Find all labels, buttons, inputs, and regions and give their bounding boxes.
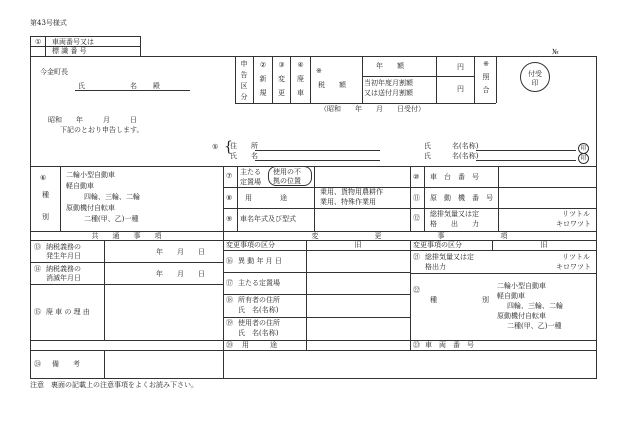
received-stamp-label: 付受 印 (528, 70, 542, 87)
seal-2: 印 (578, 153, 589, 164)
type-option: 二種(甲、乙)一種 (84, 215, 139, 223)
mayor-name: 氏 名 殿 (78, 82, 160, 90)
main-storage-num: ⑰ (226, 279, 233, 287)
applicant-num: ⑤ (212, 143, 219, 151)
scrap-reason-num: ⑮ (34, 308, 41, 316)
remarks-num: ㉔ (34, 360, 41, 368)
vehicle-no-label: 車両番号又は (52, 38, 94, 46)
footer-note: 注意 裏面の記載上の注意事項をよくお読み下さい。 (30, 381, 198, 389)
yen-2: 円 (457, 85, 464, 93)
common-items-header: 共 通 事 項 (91, 232, 162, 240)
declaration-date: 昭和 年 月 日 (48, 116, 137, 124)
type-label-2: 別 (42, 213, 49, 221)
tax-start-label-2: 発生年月日 (46, 252, 81, 260)
tax-start-label-1: 納税義務の (46, 243, 81, 251)
tax-end-num: ⑭ (34, 265, 41, 273)
use-change-label: 用 途 (242, 341, 277, 349)
declaration-text: 下記のとおり申告します。 (60, 126, 144, 134)
type-change-label-2: 別 (482, 296, 489, 304)
unit-liter: リツトル (562, 210, 590, 218)
user-name-field-label: 氏 名(名称) (238, 329, 279, 337)
displacement-change-num: ㉑ (413, 253, 420, 261)
form-number: 第43号様式 (30, 19, 67, 27)
scrap-reason-label: 廃 車 の 理 由 (46, 308, 90, 316)
vehicle-no-label-2: 標 識 番 号 (52, 47, 87, 55)
old-header-left: 旧 (354, 241, 362, 249)
type-change-label-1: 種 (430, 296, 437, 304)
use-change-num: ⑳ (226, 341, 233, 349)
receipt-date: （昭和 年 月 日受付） (320, 105, 425, 113)
tax-end-label-2: 消滅年月日 (46, 274, 81, 282)
seal-1: 印 (578, 143, 589, 154)
displacement-change-label-1: 総排気量又は定 (425, 253, 474, 261)
type-option: 四輪、三輪、二輪 (84, 193, 140, 201)
tax-start-date: 年 月 日 (156, 248, 205, 256)
type-change-option: 二種(甲、乙)一種 (507, 322, 562, 330)
use-option-1: 乗用、貨物用農耕作 (320, 188, 383, 196)
owner-name-field-label: 氏 名(名称) (238, 306, 279, 314)
type-option: 二輪小型自動車 (66, 171, 115, 179)
yen-1: 円 (457, 63, 464, 71)
user-addr-num: ⑲ (226, 319, 233, 327)
remarks-label: 備 考 (52, 360, 80, 368)
displacement-label-2: 格 出 力 (430, 220, 479, 228)
tax-start-num: ⑬ (34, 243, 41, 251)
applicant-bracket: { (224, 139, 233, 155)
applicant-name-label: 氏 名 (230, 152, 258, 160)
tax-label: 税 額 (318, 81, 346, 89)
type-num: ⑥ (40, 174, 47, 182)
storage-label-2: 定置場 (240, 178, 261, 186)
displacement-num: ⑫ (413, 214, 420, 222)
model-label: 車名年式及び型式 (240, 215, 296, 223)
tax-asterisk: ※ (316, 67, 322, 75)
main-storage-label: 主たる定置場 (238, 279, 280, 287)
type-label-1: 種 (42, 191, 49, 199)
use-label: 用 途 (245, 194, 287, 202)
displacement-change-label-2: 格出力 (425, 263, 446, 271)
displacement-label-1: 総排気量又は定 (430, 210, 479, 218)
unit-kilowatt: キロワツト (556, 220, 591, 228)
old-header-right: 旧 (540, 241, 548, 249)
owner-name-label: 氏 名(名称) (424, 142, 479, 150)
type-change-option: 軽自動車 (497, 292, 525, 300)
number-label: № (552, 48, 559, 56)
storage-position-1: 使用の不 (273, 168, 301, 176)
change-type-header-right: 変更事項の区分 (413, 241, 462, 249)
model-num: ⑨ (226, 215, 233, 223)
vehicle-no-change-num: ㉓ (413, 341, 420, 349)
storage-label: 主たる (240, 168, 261, 176)
tax-end-label-1: 納税義務の (46, 265, 81, 273)
change-items-header: 変 更 事 項 (311, 232, 508, 240)
type-option: 原動機付自転車 (66, 204, 115, 212)
unit-liter-2: リツトル (562, 253, 590, 261)
new-registration-cell[interactable]: ② 新 規 (259, 61, 267, 97)
move-date-label: 異 動 年 月 日 (238, 257, 282, 265)
user-name-label: 氏 名(名称) (424, 152, 479, 160)
tax-end-date: 年 月 日 (156, 270, 205, 278)
type-change-option: 原動機付自転車 (497, 312, 546, 320)
addressee: 今金町長 (40, 68, 68, 76)
type-change-option: 四輪、三輪、二輪 (507, 302, 563, 310)
change-cell[interactable]: ③ 変 更 (278, 61, 285, 97)
type-option: 軽自動車 (66, 182, 94, 190)
scrap-cell[interactable]: ④ 廃 車 (297, 61, 304, 97)
chassis-label: 車 台 番 号 (430, 173, 479, 181)
chassis-num: ⑩ (413, 173, 420, 181)
monthly-tax-label-1: 当初年度月割額 (364, 79, 413, 87)
use-option-2: 業用、特殊作業用 (320, 198, 376, 206)
owner-addr-label: 所有者の住所 (238, 296, 280, 304)
change-type-header-left: 変更事項の区分 (226, 241, 275, 249)
storage-num: ⑦ (226, 172, 233, 180)
owner-addr-num: ⑱ (226, 296, 233, 304)
annual-tax-label: 年 額 (376, 62, 404, 70)
declaration-type-label: 申 告 区 分 (240, 60, 248, 101)
engine-label: 原 動 機 番 号 (430, 194, 493, 202)
type-change-option: 二輪小型自動車 (497, 282, 546, 290)
storage-position-2: 拠の位置 (273, 177, 301, 185)
engine-num: ⑪ (413, 194, 420, 202)
move-date-num: ⑯ (226, 257, 233, 265)
check-label: ※ 照 合 (482, 60, 490, 94)
applicant-address-label: 住 所 (230, 142, 258, 150)
user-addr-label: 使用者の住所 (238, 319, 280, 327)
monthly-tax-label-2: 又は送付月割額 (364, 89, 413, 97)
type-change-num: ㉒ (413, 286, 420, 294)
vehicle-no-num: ① (35, 38, 42, 46)
vehicle-no-change-label: 車 両 番 号 (425, 341, 474, 349)
use-num: ⑧ (226, 194, 233, 202)
unit-kilowatt-2: キロワツト (556, 263, 591, 271)
